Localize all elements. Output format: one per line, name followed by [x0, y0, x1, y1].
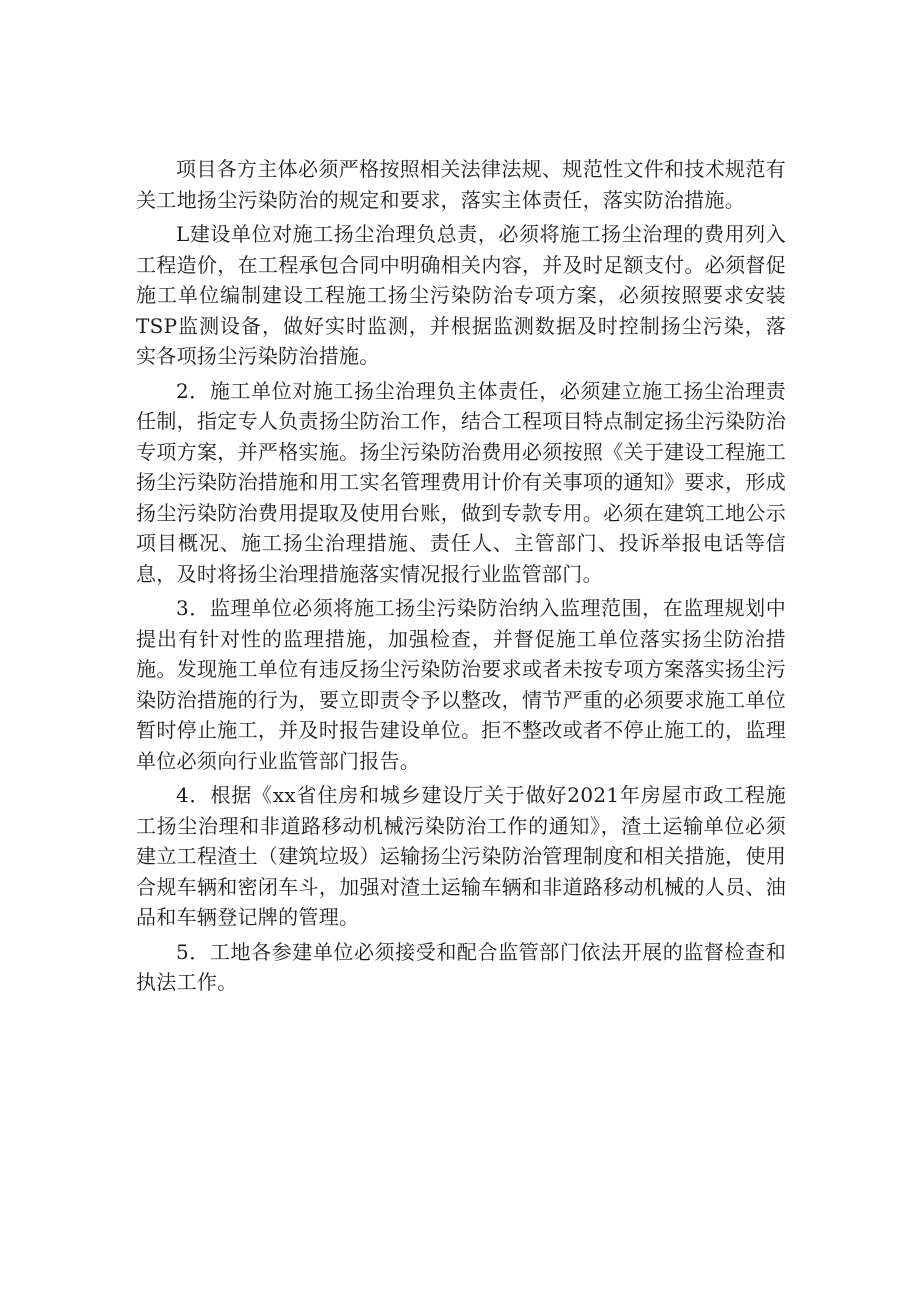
paragraph-item-4-transport: 4．根据《xx省住房和城乡建设厅关于做好2021年房屋市政工程施工扬尘治理和非道路移动机械污染防治工作的通知》，渣土运输单位必须建立工程渣土（建筑垃圾）运输扬尘污染防治管理制度和相关措施，使用合规车辆和密闭车斗，加强对渣土运输车辆和非道路移动机械的人员、油品和车辆登记牌的管理。: [136, 783, 786, 929]
document-body: [136, 154, 786, 1002]
paragraph-item-3-supervisor: 3．监理单位必须将施工扬尘污染防治纳入监理范围，在监理规划中提出有针对性的监理措施，加强检查，并督促施工单位落实扬尘防治措施。发现施工单位有违反扬尘污染防治要求或者未按专项方案落实扬尘污染防治措施的行为，要立即责令予以整改，情节严重的必须要求施工单位暂时停止施工，并及时报告建设单位。拒不整改或者不停止施工的，监理单位必须向行业监管部门报告。: [136, 596, 786, 773]
paragraph-item-1-construction-unit: L建设单位对施工扬尘治理负总责，必须将施工扬尘治理的费用列入工程造价，在工程承包合同中明确相关内容，并及时足额支付。必须督促施工单位编制建设工程施工扬尘污染防治专项方案，必须按照要求安装TSP监测设备，做好实时监测，并根据监测数据及时控制扬尘污染，落实各项扬尘污染防治措施。: [136, 222, 786, 368]
paragraph-item-5-cooperation: 5．工地各参建单位必须接受和配合监管部门依法开展的监督检查和执法工作。: [136, 939, 786, 994]
paragraph-item-2-builder: 2．施工单位对施工扬尘治理负主体责任，必须建立施工扬尘治理责任制，指定专人负责扬尘防治工作，结合工程项目特点制定扬尘污染防治专项方案，并严格实施。扬尘污染防治费用必须按照《关于建设工程施工扬尘污染防治措施和用工实名管理费用计价有关事项的通知》要求，形成扬尘污染防治费用提取及使用台账，做到专款专用。必须在建筑工地公示项目概况、施工扬尘治理措施、责任人、主管部门、投诉举报电话等信息，及时将扬尘治理措施落实情况报行业监管部门。: [136, 378, 786, 586]
paragraph-intro: 项目各方主体必须严格按照相关法律法规、规范性文件和技术规范有关工地扬尘污染防治的规定和要求，落实主体责任，落实防治措施。: [136, 157, 786, 212]
